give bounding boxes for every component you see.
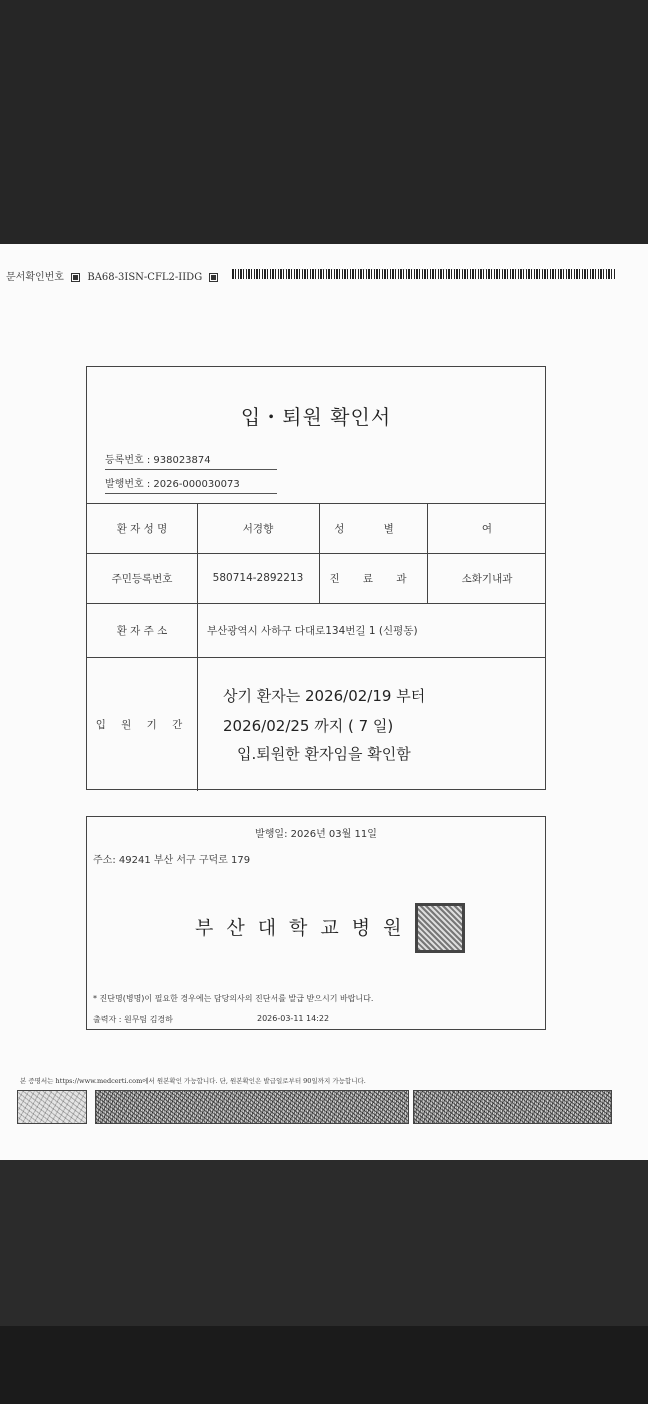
bottom-dark-band <box>0 1160 648 1326</box>
diagnosis-notice: * 진단명(병명)이 필요한 경우에는 담당의사의 진단서를 발급 받으시기 바랍니다. <box>93 994 374 1003</box>
issue-number: 발행번호 : 2026-000030073 <box>105 475 277 494</box>
security-pattern <box>17 1090 87 1124</box>
document-page <box>0 244 648 1160</box>
hospital-address: 주소: 49241 부산 서구 구덕로 179 <box>93 855 251 866</box>
security-pattern <box>413 1090 612 1124</box>
department-label: 진 료 과 <box>329 572 417 585</box>
square-icon <box>209 273 218 282</box>
doc-verify-number: BA68-3ISN-CFL2-IIDG <box>87 272 203 283</box>
hospital-seal-stamp <box>415 903 465 953</box>
barcode <box>232 269 616 279</box>
patient-address: 부산광역시 사하구 다대로134번길 1 (신평동) <box>207 624 418 637</box>
address-label: 환 자 주 소 <box>116 624 168 637</box>
sex-value: 여 <box>481 522 493 535</box>
resident-number: 580714-2892213 <box>212 572 304 584</box>
certificate-box <box>86 366 546 790</box>
department: 소화기내과 <box>461 572 513 585</box>
period-line-1: 상기 환자는 2026/02/19 부터 <box>223 687 426 705</box>
issue-date: 발행일: 2026년 03월 11일 <box>255 829 377 840</box>
issuer-box <box>86 816 546 1030</box>
admission-period-label: 입 원 기 간 <box>95 718 189 731</box>
patient-name-label: 환 자 성 명 <box>116 522 168 535</box>
doc-verify-label: 문서확인번호 <box>6 272 64 283</box>
resident-number-label: 주민등록번호 <box>111 572 173 585</box>
verification-notice: 본 증명서는 https://www.medcerti.com에서 원본확인 가능합니다. 단, 원본확인은 발급일로부터 90일까지 가능합니다. <box>20 1077 366 1085</box>
registration-number: 등록번호 : 938023874 <box>105 451 277 470</box>
sex-label: 성 별 <box>334 522 412 535</box>
period-line-3: 입.퇴원한 환자임을 확인함 <box>237 745 411 763</box>
period-line-2: 2026/02/25 까지 ( 7 일) <box>223 717 394 735</box>
patient-name: 서경향 <box>242 522 274 535</box>
doc-verify-number-line <box>6 268 222 283</box>
printer-name: 출력자 : 원무팀 김경하 <box>93 1015 173 1024</box>
bottom-darker-band <box>0 1326 648 1404</box>
square-icon <box>71 273 80 282</box>
print-time: 2026-03-11 14:22 <box>257 1014 330 1023</box>
hospital-name: 부산대학교병원 <box>195 917 415 939</box>
certificate-title: 입・퇴원 확인서 <box>240 405 392 429</box>
security-pattern <box>95 1090 409 1124</box>
top-dark-band <box>0 0 648 244</box>
